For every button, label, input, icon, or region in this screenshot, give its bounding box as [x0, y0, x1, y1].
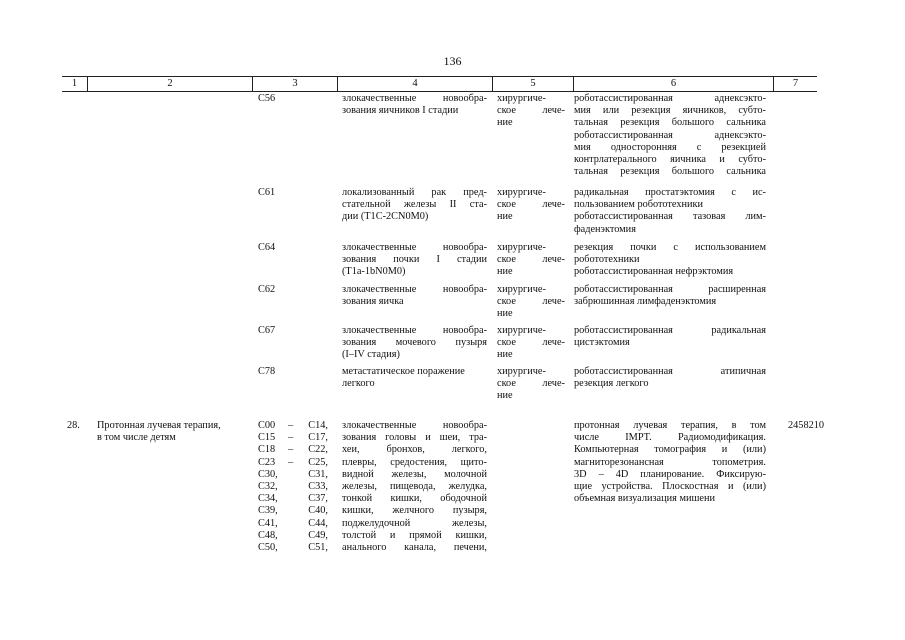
diagnosis [342, 366, 487, 390]
method-line: фаденэктомия [574, 223, 636, 235]
method-line: щие устройства. Плоскостная и (или) [574, 481, 766, 493]
method-line: роботассистированная радикальная [574, 325, 766, 336]
treatment-method [574, 420, 766, 505]
diagnosis-line: кишки, желчного пузыря, [342, 505, 487, 517]
icd-code-range: C41, C44, [258, 517, 328, 529]
method-line: мия односторонняя с резекцией [574, 141, 766, 153]
icd-code: C64 [258, 242, 276, 253]
diagnosis-line: злокачественные новообра- [342, 93, 487, 104]
icd-code-range: C15 – C17, [258, 432, 328, 444]
treatment-type [497, 187, 565, 224]
diagnosis-line: хеи, бронхов, легкого, [342, 444, 487, 456]
method-line: забрюшинная лимфаденэктомия [574, 296, 717, 308]
method-line: роботассистированная атипичная [574, 366, 766, 377]
diagnosis-line: зования головы и шеи, тра- [342, 432, 487, 444]
diagnosis [342, 284, 487, 308]
column-header-2: 2 [87, 77, 252, 91]
diagnosis [342, 187, 487, 224]
method-line: объемная визуализация мишени [574, 493, 715, 505]
icd-code: C61 [258, 187, 276, 198]
icd-code: C67 [258, 325, 276, 336]
diagnosis-line: (T1a-1bN0M0) [342, 266, 406, 278]
page-number: 136 [443, 54, 462, 68]
method-line: цистэктомия [574, 337, 630, 349]
method-line: контрлатерального яичника и субто- [574, 154, 766, 166]
treatment-type [497, 93, 565, 130]
method-line: робототехники [574, 254, 640, 266]
method-line: мия или резекция яичников, субто- [574, 105, 766, 117]
diagnosis-line: поджелудочной железы, [342, 517, 487, 529]
diagnosis-line: железы, пищевода, желудка, [342, 481, 487, 493]
column-header-4: 4 [337, 77, 492, 91]
row-number: 28. [67, 420, 80, 431]
service-name-line: Протонная лучевая терапия, [97, 420, 221, 431]
icd-code-list [258, 420, 333, 554]
method-line: магниторезонансная топометрия. [574, 456, 766, 468]
method-line: радикальная простатэктомия с ис- [574, 187, 766, 198]
icd-code-range: C30, C31, [258, 468, 328, 480]
diagnosis [342, 420, 487, 554]
diagnosis [342, 325, 487, 362]
icd-code: C62 [258, 284, 276, 295]
icd-code-range: C39, C40, [258, 505, 328, 517]
method-line: числе IMPT. Радиомодификация. [574, 432, 766, 444]
diagnosis-line: локализованный рак пред- [342, 187, 487, 198]
treatment-line: ское лече- [497, 254, 565, 266]
treatment-method [574, 284, 766, 308]
method-line: роботассистированная расширенная [574, 284, 766, 295]
column-header-5: 5 [492, 77, 573, 91]
treatment-type [497, 366, 565, 403]
diagnosis-line: легкого [342, 378, 375, 390]
icd-code-range: C34, C37, [258, 493, 328, 505]
diagnosis-line: дии (T1C-2CN0M0) [342, 211, 429, 223]
diagnosis-line: стательной железы II ста- [342, 199, 487, 211]
service-name-line: в том числе детям [97, 432, 176, 444]
treatment-line: ние [497, 349, 513, 361]
icd-code: C78 [258, 366, 276, 377]
method-line: пользованием робототехники [574, 199, 704, 211]
diagnosis-line: злокачественные новообра- [342, 420, 487, 431]
diagnosis [342, 93, 487, 117]
method-line: роботассистированная нефрэктомия [574, 266, 734, 278]
treatment-line: ское лече- [497, 378, 565, 390]
treatment-line: хирургиче- [497, 284, 546, 295]
diagnosis-line: плевры, средостения, щито- [342, 456, 487, 468]
method-line: резекция легкого [574, 378, 649, 390]
diagnosis-line: метастатическое поражение [342, 366, 465, 377]
icd-code-range: C00 – C14, [258, 420, 328, 431]
column-header-6: 6 [573, 77, 773, 91]
treatment-type [497, 242, 565, 279]
method-line: роботассистированная аднексэкто- [574, 93, 766, 104]
treatment-line: ское лече- [497, 105, 565, 117]
diagnosis-line: видной железы, молочной [342, 468, 487, 480]
treatment-line: хирургиче- [497, 325, 546, 336]
icd-code-range: C23 – C25, [258, 456, 328, 468]
treatment-method [574, 93, 766, 178]
method-line: протонная лучевая терапия, в том [574, 420, 766, 431]
diagnosis-line: толстой и прямой кишки, [342, 529, 487, 541]
treatment-method [574, 366, 766, 390]
diagnosis-line: анального канала, печени, [342, 542, 487, 554]
diagnosis-line: зования яичка [342, 296, 404, 308]
icd-code-range: C50, C51, [258, 542, 328, 554]
icd-code-range: C32, C33, [258, 481, 328, 493]
treatment-line: хирургиче- [497, 366, 546, 377]
table-header [62, 76, 817, 92]
method-line: тальная резекция большого сальника [574, 166, 766, 178]
diagnosis-line: тонкой кишки, ободочной [342, 493, 487, 505]
treatment-method [574, 187, 766, 236]
method-line: резекция почки с использованием [574, 242, 766, 253]
method-line: роботассистированная тазовая лим- [574, 211, 766, 223]
treatment-line: ние [497, 211, 513, 223]
diagnosis-line: зования почки I стадии [342, 254, 487, 266]
icd-code-range: C48, C49, [258, 529, 328, 541]
diagnosis-line: злокачественные новообра- [342, 242, 487, 253]
diagnosis [342, 242, 487, 279]
method-line: Компьютерная томография и (или) [574, 444, 766, 456]
service-name [97, 420, 247, 444]
treatment-line: хирургиче- [497, 93, 546, 104]
diagnosis-line: злокачественные новообра- [342, 284, 487, 295]
cost-value: 2458210 [788, 420, 825, 431]
treatment-type [497, 284, 565, 321]
column-header-7: 7 [773, 77, 817, 91]
treatment-line: ние [497, 117, 513, 129]
method-line: роботассистированная аднексэкто- [574, 129, 766, 141]
treatment-line: ние [497, 266, 513, 278]
treatment-line: ние [497, 308, 513, 320]
method-line: 3D – 4D планирование. Фиксирую- [574, 468, 766, 480]
treatment-method [574, 242, 766, 279]
diagnosis-line: (I–IV стадия) [342, 349, 400, 361]
icd-code-range: C18 – C22, [258, 444, 328, 456]
treatment-method [574, 325, 766, 349]
treatment-line: хирургиче- [497, 242, 546, 253]
treatment-line: ское лече- [497, 337, 565, 349]
treatment-line: ние [497, 390, 513, 402]
treatment-line: хирургиче- [497, 187, 546, 198]
treatment-type [497, 325, 565, 362]
diagnosis-line: зования яичников I стадии [342, 105, 459, 117]
column-header-3: 3 [252, 77, 337, 91]
diagnosis-line: зования мочевого пузыря [342, 337, 487, 349]
diagnosis-line: злокачественные новообра- [342, 325, 487, 336]
treatment-line: ское лече- [497, 199, 565, 211]
method-line: тальная резекция большого сальника [574, 117, 766, 129]
treatment-line: ское лече- [497, 296, 565, 308]
column-header-1: 1 [71, 78, 78, 89]
icd-code: C56 [258, 93, 276, 104]
